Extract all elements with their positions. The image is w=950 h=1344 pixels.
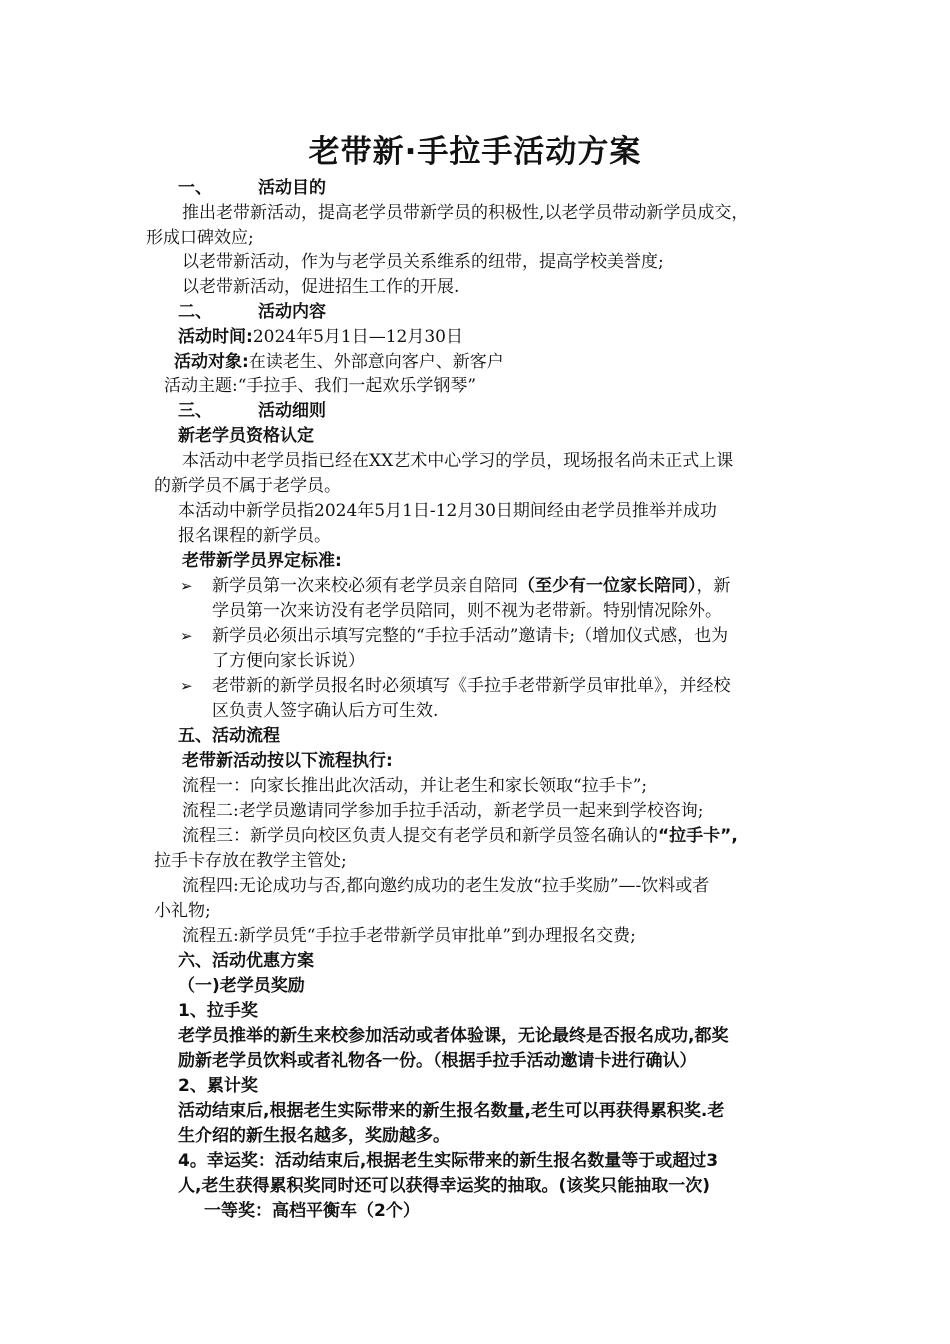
list-item-text [212, 574, 731, 599]
paragraph: 以老带新活动，促进招生工作的开展. [182, 277, 460, 297]
process-step: 拉手卡存放在教学主管处; [154, 851, 347, 871]
process-step: 小礼物; [154, 901, 211, 921]
paragraph: 形成口碑效应; [146, 228, 254, 248]
subheading: 老带新学员界定标准: [182, 551, 342, 571]
prize-item: 一等奖：高档平衡车（2个） [204, 1201, 420, 1221]
field-label: 活动对象: [174, 352, 249, 372]
arrow-bullet-icon: ➢ [180, 677, 193, 695]
award-text: 励新老学员饮料或者礼物各一份。（根据手拉手活动邀请卡进行确认） [178, 1051, 697, 1071]
bold-text: “拉手卡”, [658, 826, 738, 846]
paragraph: 本活动中老学员指已经在XX艺术中心学习的学员，现场报名尚未正式上课 [182, 451, 734, 471]
award-text: 人,老生获得累积奖同时还可以获得幸运奖的抽取。(该奖只能抽取一次) [178, 1176, 710, 1196]
process-step: 流程五:新学员凭“手拉手老带新学员审批单”到办理报名交费; [182, 926, 636, 946]
paragraph: 本活动中新学员指2024年5月1日-12月30日期间经由老学员推举并成功 [178, 501, 717, 521]
list-item-text: 区负责人签字确认后方可生效. [212, 701, 439, 721]
section-number: 一、 [178, 178, 212, 198]
text: ，新 [696, 576, 731, 596]
award-text: 4。幸运奖：活动结束后,根据老生实际带来的新生报名数量等于或超过3 [178, 1151, 719, 1171]
section-5-heading: 五、活动流程 [178, 726, 280, 746]
page-title: 老带新·手拉手活动方案 [308, 134, 642, 170]
paragraph: 推出老带新活动，提高老学员带新学员的积极性,以老学员带动新学员成交， [182, 203, 749, 223]
award-title: 2、累计奖 [178, 1076, 258, 1096]
section-title: 活动目的 [258, 178, 326, 198]
process-step [182, 824, 738, 849]
section-title: 活动细则 [258, 401, 326, 421]
activity-time [178, 325, 463, 350]
arrow-bullet-icon: ➢ [180, 627, 193, 645]
paragraph: 报名课程的新学员。 [178, 526, 331, 546]
process-step: 流程一：向家长推出此次活动，并让老生和家长领取“拉手卡”; [182, 776, 648, 796]
section-1-heading [178, 176, 326, 201]
field-value: 在读老生、外部意向客户、新客户 [248, 352, 504, 372]
field-value: 2024年5月1日—12月30日 [252, 327, 463, 347]
field-label: 活动时间: [178, 327, 253, 347]
paragraph: 以老带新活动，作为与老学员关系维系的纽带，提高学校美誉度; [182, 252, 664, 272]
activity-target [174, 350, 504, 375]
list-item-text: 老带新的新学员报名时必须填写《手拉手老带新学员审批单》，并经校 [212, 676, 731, 696]
process-step: 流程二:老学员邀请同学参加手拉手活动，新老学员一起来到学校咨询; [182, 801, 704, 821]
award-title: 1、拉手奖 [178, 1001, 258, 1021]
section-3-heading [178, 399, 326, 424]
section-title: 活动内容 [258, 302, 326, 322]
text: 流程三：新学员向校区负责人提交有老学员和新学员签名确认的 [182, 826, 658, 846]
list-item-text: 新学员必须出示填写完整的“手拉手活动”邀请卡;（增加仪式感，也为 [212, 626, 729, 646]
subheading: 老带新活动按以下流程执行: [182, 751, 393, 771]
award-text: 生介绍的新生报名越多，奖励越多。 [178, 1126, 450, 1146]
process-step: 流程四:无论成功与否,都向邀约成功的老生发放“拉手奖励”—-饮料或者 [182, 876, 710, 896]
arrow-bullet-icon: ➢ [180, 577, 193, 595]
section-2-heading [178, 300, 326, 325]
text: 新学员第一次来校必须有老学员亲自陪同 [212, 576, 518, 596]
section-number: 二、 [178, 302, 212, 322]
section-number: 三、 [178, 401, 212, 421]
section-6-heading: 六、活动优惠方案 [178, 951, 314, 971]
subheading: 新老学员资格认定 [178, 426, 314, 446]
list-item-text: 了方便向家长诉说） [212, 651, 365, 671]
award-text: 老学员推举的新生来校参加活动或者体验课，无论最终是否报名成功,都奖 [178, 1026, 729, 1046]
award-text: 活动结束后,根据老生实际带来的新生报名数量,老生可以再获得累积奖.老 [178, 1101, 725, 1121]
list-item-text: 学员第一次来访没有老学员陪同，则不视为老带新。特别情况除外。 [212, 601, 722, 621]
subheading: （一)老学员奖励 [178, 976, 305, 996]
bold-text: （至少有一位家长陪同） [518, 576, 697, 596]
activity-theme: 活动主题:“手拉手、我们一起欢乐学钢琴” [164, 376, 477, 396]
paragraph: 的新学员不属于老学员。 [154, 476, 341, 496]
